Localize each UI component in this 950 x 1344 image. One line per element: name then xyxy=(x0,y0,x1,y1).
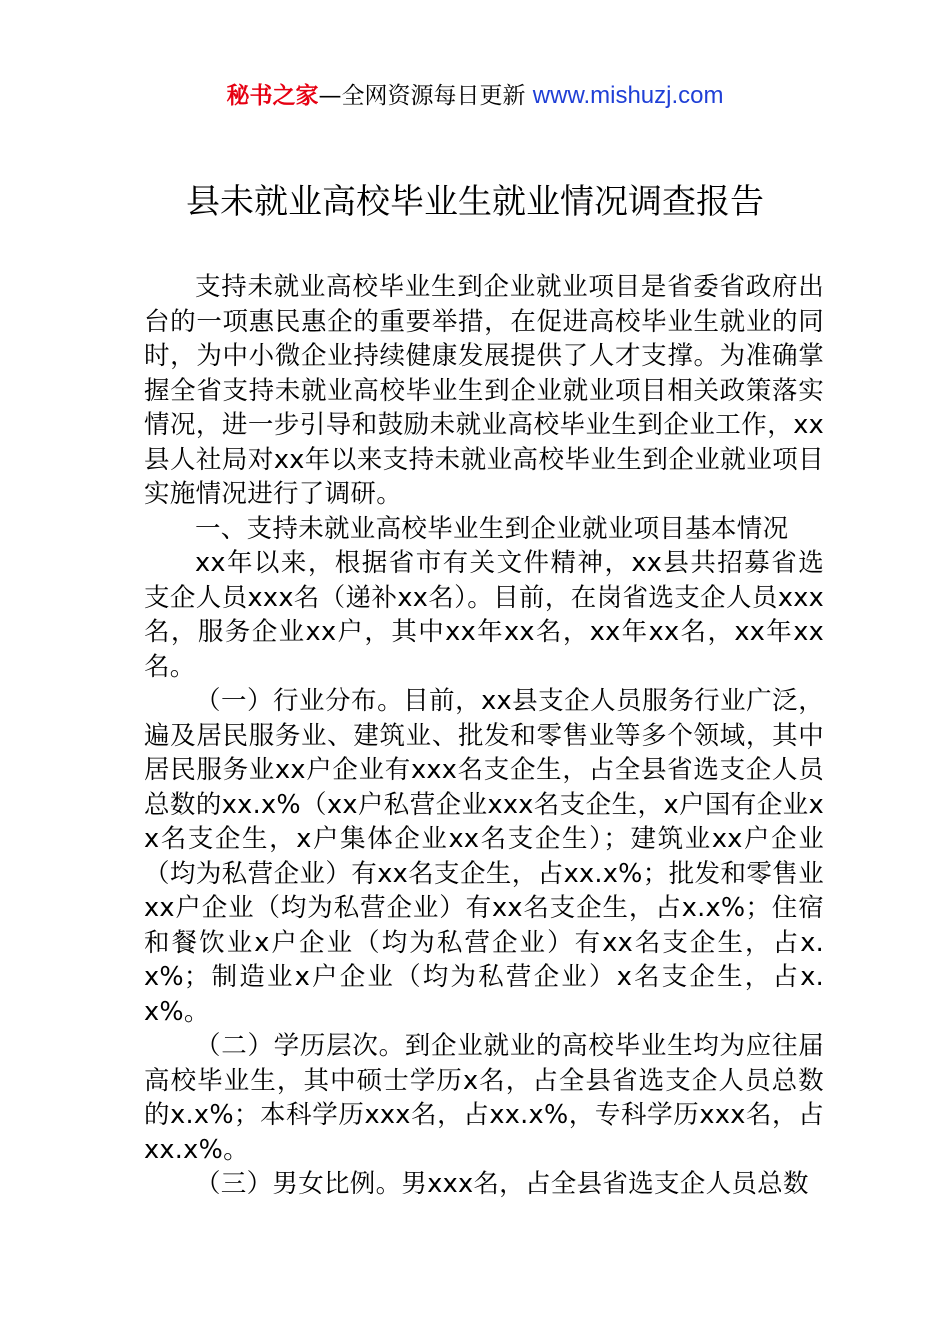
site-url-link[interactable]: www.mishuzj.com xyxy=(532,82,724,109)
industry-paragraph: （一）行业分布。目前，xx县支企人员服务行业广泛，遍及居民服务业、建筑业、批发和零售业等多个领域，其中居民服务业xx户企业有xxx名支企生，占全县省选支企人员总数的xx.x%（xx户私营企业xxx名支企生，x户国有企业xx名支企生，x户集体企业xx名支企生）；建筑业xx户企业（均为私营企业）有xx名支企生，占xx.x%；批发和零售业xx户企业（均为私营企业）有xx名支企生，占x.x%；住宿和餐饮业x户企业（均为私营企业）有xx名支企生，占x.x%；制造业x户企业（均为私营企业）x名支企生，占x.x%。 xyxy=(144,686,824,1027)
document-body xyxy=(144,270,824,1202)
document-title: 县未就业高校毕业生就业情况调查报告 xyxy=(186,182,764,222)
site-header xyxy=(0,80,950,112)
section-heading-1: 一、支持未就业高校毕业生到企业就业项目基本情况 xyxy=(195,513,789,544)
site-tagline: —全网资源每日更新 xyxy=(318,83,533,109)
education-paragraph: （二）学历层次。到企业就业的高校毕业生均为应往届高校毕业生，其中硕士学历x名，占全县省选支企人员总数的x.x%；本科学历xxx名，占xx.x%，专科学历xxx名，占xx.x%。 xyxy=(144,1031,824,1165)
gender-paragraph: （三）男女比例。男xxx名，占全县省选支企人员总数 xyxy=(195,1169,809,1199)
intro-paragraph: 支持未就业高校毕业生到企业就业项目是省委省政府出台的一项惠民惠企的重要举措，在促进高校毕业生就业的同时，为中小微企业持续健康发展提供了人才支撑。为准确掌握全省支持未就业高校毕业生到企业就业项目相关政策落实情况，进一步引导和鼓励未就业高校毕业生到企业工作，xx县人社局对xx年以来支持未就业高校毕业生到企业就业项目实施情况进行了调研。 xyxy=(144,272,824,509)
overview-paragraph: xx年以来，根据省市有关文件精神，xx县共招募省选支企人员xxx名（递补xx名）。目前，在岗省选支企人员xxx名，服务企业xx户，其中xx年xx名，xx年xx名，xx年xx名。 xyxy=(144,548,824,682)
site-brand: 秘书之家 xyxy=(226,83,319,109)
